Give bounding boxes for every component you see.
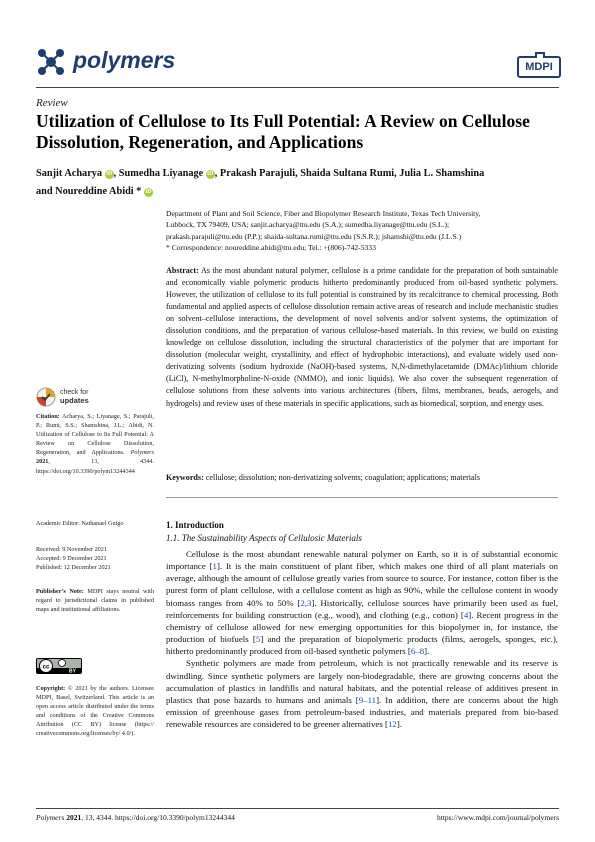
footer-journal-url[interactable]: https://www.mdpi.com/journal/polymers	[436, 813, 559, 822]
abstract-label: Abstract:	[166, 266, 199, 275]
keywords-divider	[166, 497, 558, 498]
paragraph	[166, 657, 558, 730]
footer-journal: Polymers	[36, 813, 65, 822]
check-for-updates-button[interactable]	[36, 387, 146, 411]
author-name[interactable]: and Noureddine Abidi *	[36, 186, 142, 197]
cc-by-license-icon[interactable]	[36, 658, 82, 674]
article-title: Utilization of Cellulose to Its Full Potential: A Review on Cellulose Dissolution, Regeneration, and Applications	[36, 111, 530, 152]
citation-doi[interactable]: , 13, 4344. https://doi.org/10.3390/polym13244344	[36, 458, 154, 475]
publisher-logo-notch	[535, 52, 545, 58]
footer-doi[interactable]: , 13, 4344. https://doi.org/10.3390/polym13244344	[81, 813, 235, 822]
footer-divider	[36, 808, 559, 809]
orcid-icon[interactable]: iD	[106, 171, 113, 177]
affiliation-line: Lubbock, TX 79409, USA; sanjit.acharya@ttu.edu (S.A.); sumedha.liyanage@ttu.edu (S.L.);	[166, 220, 450, 230]
check-updates-line1: check for	[60, 389, 89, 396]
author-name[interactable]: , Sumedha Liyanage	[113, 168, 204, 179]
author-name[interactable]: , Prakash Parajuli, Shaida Sultana Rumi, Julia L. Shamshina	[214, 168, 485, 179]
publisher-logo[interactable]	[517, 56, 561, 78]
article-type: Review	[36, 97, 68, 109]
copyright-text: © 2021 by the authors. Licensee MDPI, Basel, Switzerland. This article is an open access article distributed under the terms and conditions of the Creative Commons Attribution (CC BY) license (https:// creativecommons.org/licenses/by/ 4.0/).	[36, 685, 154, 738]
text-run: ]. Recent progress in the chemistry of cellulose allowed for new emerging opportunities for this biopolymer in, for instance, the production of biofuels [	[166, 609, 558, 645]
orcid-icon[interactable]: iD	[207, 171, 214, 177]
reference-link[interactable]: 9–11	[358, 694, 377, 705]
author-list	[36, 165, 556, 201]
text-run: ]. In addition, there are concerns about the high emission of greenhouse gases from petroleum-based industries, and materials prepared from bio-based renewable resources are considered to be greener alternatives [	[166, 694, 558, 730]
check-updates-line2: updates	[60, 396, 89, 405]
subsection-heading: 1.1. The Sustainability Aspects of Cellulosic Materials	[166, 533, 362, 543]
received-date: Received: 9 November 2021	[36, 546, 107, 553]
text-run: ]. Historically, cellulose sources have primarily been used as fuel, reinforcements for building construction (e.g., wood), and clothing (e.g., cotton) [	[166, 597, 558, 620]
accepted-date: Accepted: 9 December 2021	[36, 555, 107, 563]
keywords-label: Keywords:	[166, 473, 204, 482]
reference-link[interactable]: 5	[255, 634, 261, 645]
text-run: ] and the preparation of biopolymeric products (films, aerogels, sponges, etc.), hitherto predominantly produced from oil-based synthetic polymers [	[166, 634, 558, 657]
correspondence-line: * Correspondence: noureddine.abidi@ttu.edu; Tel.: +(806)-742-5333	[166, 243, 376, 253]
abstract	[166, 265, 558, 410]
body-text	[166, 548, 558, 730]
text-run: Cellulose is the most abundant renewable natural polymer on Earth, so it is of substantial economic importance [	[166, 549, 558, 572]
footer-year: 2021	[66, 813, 82, 822]
copyright-block	[36, 684, 154, 739]
abstract-text: As the most abundant natural polymer, cellulose is a prime candidate for the preparation of both sustainable and economically viable polymeric products hitherto predominantly produced from oil-based synthetic polymers. However, the utilization of cellulose to its full potential is constrained by its recalcitrance to chemical processing. Both fundamental and applied aspects of cellulose dissolution remain active areas of research and include mechanistic studies on solvent–cellulose interactions, the development of novel solvents and/or solvent systems, the optimization of dissolution conditions, and the preparation of various cellulose-based materials. In this review, we build on existing knowledge on cellulose dissolution, including the structural characteristics of the polymer that are important for dissolution (molecular weight, crystallinity, and effect of hydrophobic interactions), and evaluate widely used non-derivatizing solvents (sodium hydroxide (NaOH)-based systems, N,N-dimethylacetamide (DMAc)/lithium chloride (LiCl), N-methylmorpholine-N-oxide (NMMO), and ionic liquids). We also cover the subsequent regeneration of cellulose solutions from these solvents into various architectures (fibers, films, membranes, beads, aerogels, and hydrogels) and review uses of these materials in specific applications, such as biomedical, sorption, and energy uses.	[166, 266, 559, 408]
citation-journal: Polymers	[130, 449, 154, 457]
text-run: ]. It is the main constituent of plant fiber, which makes one third of all plant materials on average, although the amount of cellulose greatly varies from source to source. For instance, cotton fiber is the purest form of plant cellulose, with a cellulose content as high as 90%, while the cellulose content in woody biomass ranges from 40% to 50% [	[166, 561, 559, 608]
journal-name: polymers	[73, 47, 176, 73]
publisher-logo-text: MDPI	[525, 61, 553, 73]
reference-link[interactable]: 2,3	[300, 597, 312, 608]
text-run: Synthetic polymers are made from petroleum, which is not practically renewable and its reserve is dwindling. Since synthetic polymers are largely non-biodegradable, there are growing concerns about the accumulation of plastics in landfills and natural habitats, and the potential release of additives present in plastics that pose hazards to humans and animals [	[166, 658, 558, 705]
copyright-label: Copyright:	[36, 685, 66, 692]
svg-text:BY: BY	[69, 668, 76, 674]
citation-text: Acharya, S.; Liyanage, S.; Parajuli, P.; Rumi, S.S.; Shamshina, J.L.; Abidi, N. Utilization of Cellulose to Its Full Potential: A Review on Cellulose Dissolution, Regeneration, and Applications.	[36, 413, 154, 457]
citation-label: Citation:	[36, 413, 60, 420]
orcid-icon[interactable]: iD	[145, 189, 152, 195]
section-heading: 1. Introduction	[166, 520, 224, 530]
publisher-note-label: Publisher’s Note:	[36, 588, 84, 595]
text-run: ].	[424, 646, 430, 657]
text-run: ].	[396, 719, 402, 730]
reference-link[interactable]: 6–8	[410, 646, 425, 657]
keywords	[166, 472, 558, 484]
reference-link[interactable]: 4	[463, 609, 469, 620]
reference-link[interactable]: 1	[212, 561, 217, 572]
publisher-note-text: MDPI stays neutral with regard to jurisdictional claims in published maps and institutional affiliations.	[36, 588, 154, 614]
affiliation-line: prakash.parajuli@ttu.edu (P.P.); shaida-sultana.rumi@ttu.edu (S.S.R.); jshamshi@ttu.edu (J.L.S.)	[166, 231, 462, 241]
publisher-note	[36, 587, 154, 614]
citation-year: 2021	[36, 458, 49, 466]
footer-citation	[36, 813, 235, 822]
citation-block	[36, 412, 154, 476]
author-name[interactable]: Sanjit Acharya	[36, 168, 103, 179]
reference-link[interactable]: 12	[387, 719, 397, 730]
check-updates-text	[60, 389, 89, 406]
keywords-text: cellulose; dissolution; non-derivatizing solvents; coagulation; applications; materials	[205, 473, 481, 482]
paragraph	[166, 548, 558, 657]
svg-text:cc: cc	[42, 664, 50, 671]
published-date: Published: 12 December 2021	[36, 564, 111, 572]
check-updates-icon	[36, 387, 56, 407]
affiliation-line: Department of Plant and Soil Science, Fiber and Biopolymer Research Institute, Texas Tech University,	[166, 209, 481, 218]
affiliation-block	[166, 208, 558, 254]
journal-logo-icon	[36, 47, 66, 77]
article-dates	[36, 545, 154, 572]
header-divider	[36, 87, 559, 88]
academic-editor: Academic Editor: Nathanael Guigo	[36, 520, 124, 527]
